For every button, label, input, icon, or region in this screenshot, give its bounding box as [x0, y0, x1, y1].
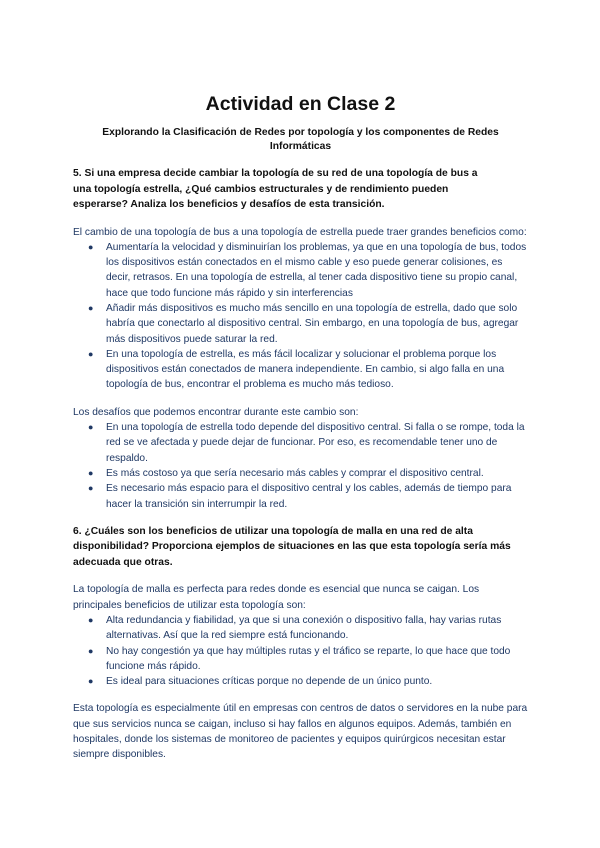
answer-5 [73, 225, 528, 512]
answer-5-challenges-intro: Los desafíos que podemos encontrar durante este cambio son: [73, 406, 359, 418]
bullet-dot-icon: ● [88, 422, 94, 433]
list-item: ● Es ideal para situaciones críticas porque no depende de un único punto. [106, 674, 528, 689]
list-item: ● Es necesario más espacio para el dispositivo central y los cables, además de tiempo para hacer la transición sin interrumpir la red. [88, 483, 512, 510]
list-item: ● No hay congestión ya que hay múltiples rutas y el tráfico se reparte, lo que hace que todo funcione más rápido. [88, 645, 511, 672]
document-page [73, 92, 528, 763]
list-item: ● Aumentaría la velocidad y disminuirían los problemas, ya que en una topología de bus, todos los dispositivos están conectados en el mismo cable y eso puede generar colisiones, es decir, retrasos. En una topología de estrella, al tener cada dispositivo tiene su propio canal, hace que todo funcione más rápido y sin interferencias [88, 241, 527, 299]
answer-5-challenges-list [73, 420, 528, 512]
document-title: Actividad en Clase 2 [205, 93, 396, 115]
bullet-dot-icon: ● [88, 348, 94, 359]
question-5: 5. Si una empresa decide cambiar la topología de su red de una topología de bus a una topología estrella, ¿Qué cambios estructurales y de rendimiento pueden esperarse? Analiza los beneficios y desafíos de esta transición. [73, 168, 478, 210]
list-item: ● En una topología de estrella todo depende del dispositivo central. Si falla o se rompe, toda la red se ve afectada y puede dejar de funcionar. Por eso, es recomendable tener uno de respaldo. [88, 422, 525, 464]
list-item: ● Añadir más dispositivos es mucho más sencillo en una topología de estrella, dado que solo habría que conectarlo al dispositivo central. Sin embargo, en una topología de bus, agregar más dispositivos puede saturar la red. [88, 302, 519, 345]
bullet-dot-icon: ● [88, 241, 94, 252]
bullet-dot-icon: ● [88, 302, 94, 313]
bullet-dot-icon: ● [88, 676, 94, 687]
bullet-dot-icon: ● [88, 645, 94, 656]
document-subtitle: Explorando la Clasificación de Redes por topología y los componentes de Redes Informáticas [102, 127, 499, 152]
answer-5-intro: El cambio de una topología de bus a una topología de estrella puede traer grandes beneficios como: [73, 226, 527, 238]
answer-6-benefits-list [73, 613, 528, 689]
answer-6-intro: La topología de malla es perfecta para redes donde es esencial que nunca se caigan. Los principales beneficios de utilizar esta topología son: [73, 584, 480, 611]
bullet-dot-icon: ● [88, 483, 94, 494]
answer-6-closing: Esta topología es especialmente útil en empresas con centros de datos o servidores en la nube para que sus servicios nunca se caigan, incluso si hay fallos en algunos equipos. Además, también en hospitales, donde los sistemas de monitoreo de pacientes y equipos quirúrgicos necesitan estar siempre disponibles. [73, 703, 528, 761]
question-6: 6. ¿Cuáles son los beneficios de utilizar una topología de malla en una red de alta disponibilidad? Proporciona ejemplos de situaciones en las que esta topología sería más adecuada que otras. [73, 525, 511, 568]
bullet-dot-icon: ● [88, 467, 94, 478]
answer-5-benefits-list [73, 240, 528, 393]
list-item: ● Alta redundancia y fiabilidad, ya que si una conexión o dispositivo falla, hay varias rutas alternativas. Así que la red siempre está funcionando. [88, 614, 502, 642]
list-item: ● Es más costoso ya que sería necesario más cables y comprar el dispositivo central. [106, 466, 528, 481]
list-item: ● En una topología de estrella, es más fácil localizar y solucionar el problema porque los dispositivos están conectados de manera independiente. En cambio, si algo falla en una topología de bus, encontrar el problema es mucho más tedioso. [88, 348, 505, 391]
answer-6 [73, 582, 528, 762]
bullet-dot-icon: ● [88, 614, 94, 625]
